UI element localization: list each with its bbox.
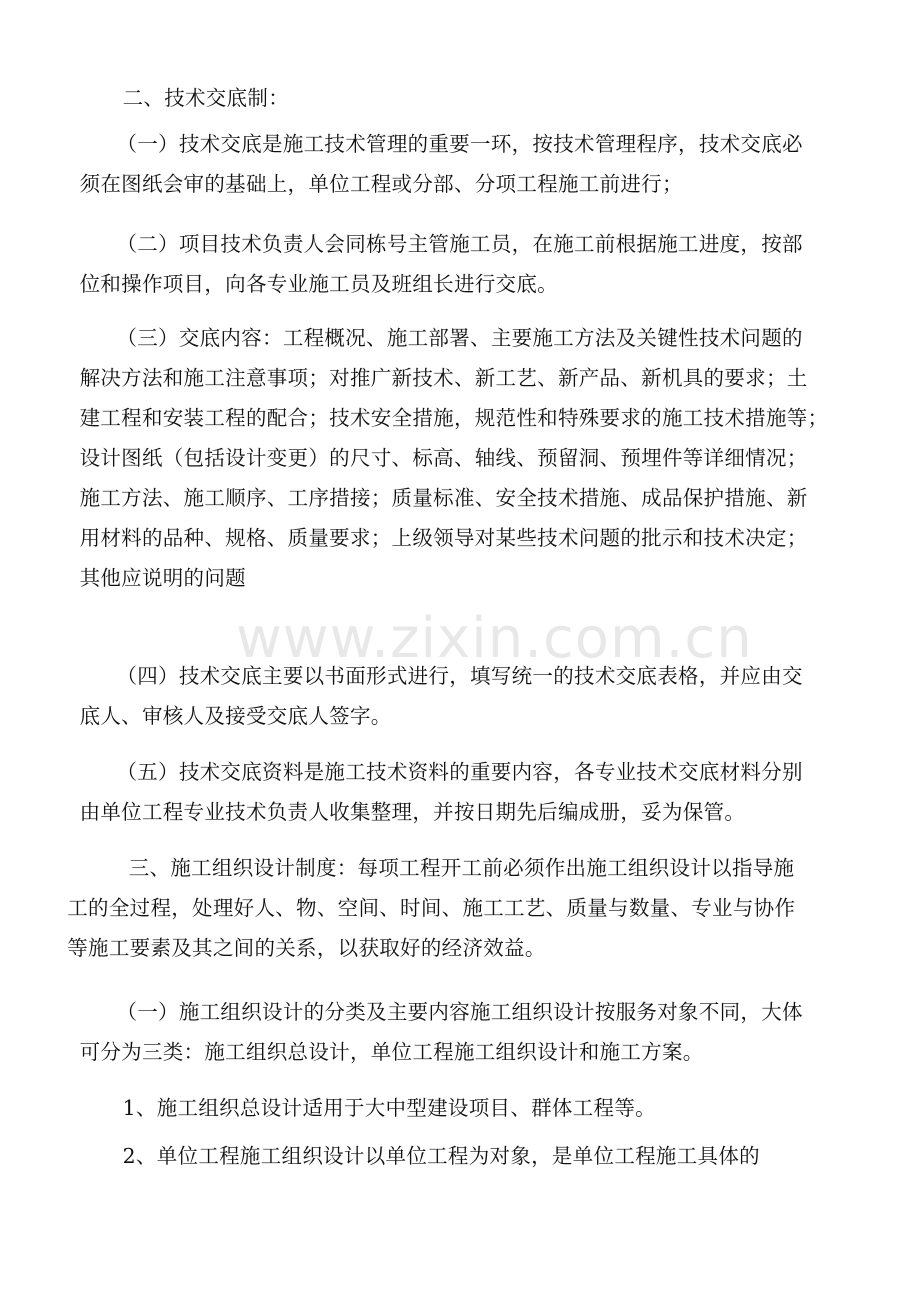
section-2-item-5 — [79, 752, 826, 832]
section-3-point-1 — [98, 1088, 826, 1128]
section-2-item-1 — [79, 124, 826, 204]
text-line: （五）技术交底资料是施工技术资料的重要内容，各专业技术交底材料分别 — [116, 760, 803, 784]
text-line: 2、单位工程施工组织设计以单位工程为对象，是单位工程施工具体的 — [122, 1144, 760, 1168]
text-line: 三、施工组织设计制度：每项工程开工前必须作出施工组织设计以指导施 — [128, 856, 795, 880]
text-line: 由单位工程专业技术负责人收集整理，并按日期先后编成册，妥为保管。 — [79, 800, 746, 824]
section-3-point-2 — [98, 1136, 826, 1176]
section-3-item-1 — [79, 992, 826, 1072]
section-2-title — [98, 78, 826, 118]
text-line: （二）项目技术负责人会同栋号主管施工员，在施工前根据施工进度，按部 — [116, 232, 803, 256]
text-line: 二、技术交底制： — [122, 86, 289, 110]
section-2-item-3 — [79, 318, 829, 598]
section-2-item-2 — [79, 224, 826, 304]
text-line: 等施工要素及其之间的关系，以获取好的经济效益。 — [67, 936, 546, 960]
watermark-text: www.zixin.com.cn — [236, 606, 753, 671]
text-line: 1、施工组织总设计适用于大中型建设项目、群体工程等。 — [122, 1096, 656, 1120]
section-2-item-4 — [79, 656, 826, 736]
text-line: 底人、审核人及接受交底人签字。 — [79, 704, 392, 728]
text-line: 解决方法和施工注意事项；对推广新技术、新工艺、新产品、新机具的要求；土 — [79, 366, 808, 390]
text-line: 施工方法、施工顺序、工序措接；质量标准、安全技术措施、成品保护措施、新 — [79, 486, 808, 510]
text-line: （一）施工组织设计的分类及主要内容施工组织设计按服务对象不同，大体 — [116, 1000, 803, 1024]
text-line: （三）交底内容：工程概况、施工部署、主要施工方法及关键性技术问题的 — [116, 326, 803, 350]
text-line: （四）技术交底主要以书面形式进行，填写统一的技术交底表格，并应由交 — [116, 664, 803, 688]
section-3-title — [67, 848, 826, 968]
text-line: 工的全过程，处理好人、物、空间、时间、施工工艺、质量与数量、专业与协作 — [67, 896, 796, 920]
text-line: 可分为三类：施工组织总设计，单位工程施工组织设计和施工方案。 — [79, 1040, 704, 1064]
text-line: 设计图纸（包括设计变更）的尺寸、标高、轴线、预留洞、预埋件等详细情况； — [79, 446, 808, 470]
text-line: 建工程和安装工程的配合；技术安全措施，规范性和特殊要求的施工技术措施等； — [79, 406, 829, 430]
text-line: 其他应说明的问题 — [79, 566, 246, 590]
text-line: 位和操作项目，向各专业施工员及班组长进行交底。 — [79, 272, 558, 296]
text-line: 用材料的品种、规格、质量要求；上级领导对某些技术问题的批示和技术决定； — [79, 526, 808, 550]
text-line: （一）技术交底是施工技术管理的重要一环，按技术管理程序，技术交底必 — [116, 132, 803, 156]
text-line: 须在图纸会审的基础上，单位工程或分部、分项工程施工前进行； — [79, 172, 683, 196]
